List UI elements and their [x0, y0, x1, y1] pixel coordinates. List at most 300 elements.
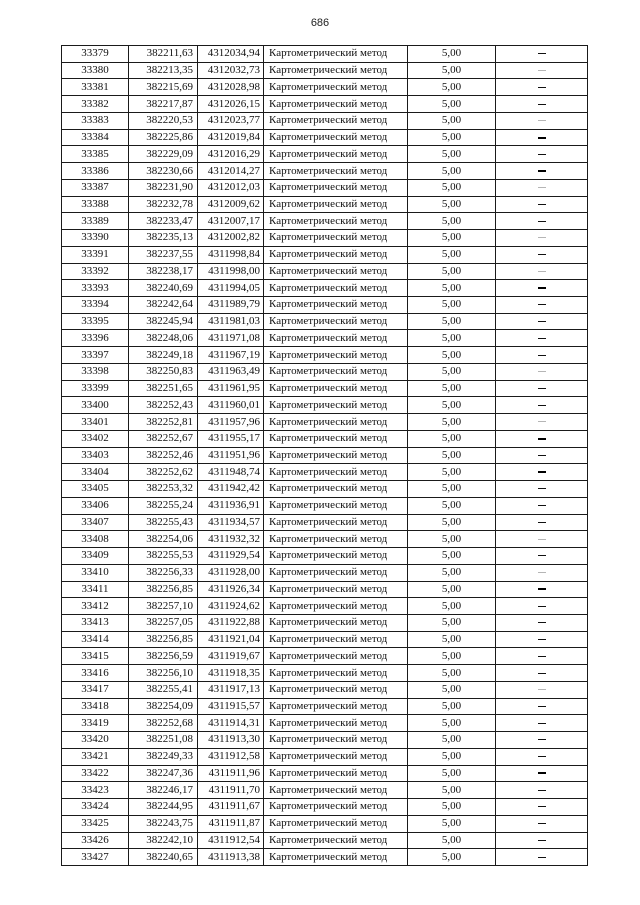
- note-cell: [496, 196, 588, 213]
- table-row: [62, 548, 588, 565]
- method-cell: Картометрический метод: [264, 799, 408, 816]
- dash-mark: [538, 154, 546, 155]
- dash-mark: [538, 455, 546, 456]
- accuracy-cell: 5,00: [408, 849, 496, 866]
- accuracy-cell: 5,00: [408, 363, 496, 380]
- dash-mark: [538, 254, 546, 255]
- x-coordinate-cell: 382211,63: [129, 46, 198, 63]
- accuracy-cell: 5,00: [408, 648, 496, 665]
- y-coordinate-cell: 4312023,77: [198, 112, 264, 129]
- note-cell: [496, 581, 588, 598]
- method-cell: Картометрический метод: [264, 46, 408, 63]
- method-cell: Картометрический метод: [264, 464, 408, 481]
- note-cell: [496, 849, 588, 866]
- table-row: [62, 179, 588, 196]
- note-cell: [496, 263, 588, 280]
- x-coordinate-cell: 382257,10: [129, 598, 198, 615]
- accuracy-cell: 5,00: [408, 380, 496, 397]
- method-cell: Картометрический метод: [264, 330, 408, 347]
- y-coordinate-cell: 4311912,54: [198, 832, 264, 849]
- accuracy-cell: 5,00: [408, 196, 496, 213]
- accuracy-cell: 5,00: [408, 782, 496, 799]
- dash-mark: [538, 405, 546, 406]
- note-cell: [496, 96, 588, 113]
- note-cell: [496, 481, 588, 498]
- table-row: [62, 230, 588, 247]
- table-row: [62, 363, 588, 380]
- dash-mark: [538, 656, 546, 657]
- method-cell: Картометрический метод: [264, 748, 408, 765]
- table-row: [62, 397, 588, 414]
- accuracy-cell: 5,00: [408, 581, 496, 598]
- table-row: [62, 246, 588, 263]
- note-cell: [496, 213, 588, 230]
- accuracy-cell: 5,00: [408, 815, 496, 832]
- note-cell: [496, 598, 588, 615]
- dash-mark: [538, 673, 546, 674]
- note-cell: [496, 514, 588, 531]
- x-coordinate-cell: 382252,43: [129, 397, 198, 414]
- y-coordinate-cell: 4311932,32: [198, 531, 264, 548]
- note-cell: [496, 280, 588, 297]
- point-number-cell: 33417: [62, 681, 129, 698]
- method-cell: Картометрический метод: [264, 96, 408, 113]
- x-coordinate-cell: 382225,86: [129, 129, 198, 146]
- dash-mark: [538, 87, 546, 88]
- x-coordinate-cell: 382248,06: [129, 330, 198, 347]
- x-coordinate-cell: 382251,08: [129, 732, 198, 749]
- table-row: [62, 799, 588, 816]
- x-coordinate-cell: 382217,87: [129, 96, 198, 113]
- method-cell: Картометрический метод: [264, 698, 408, 715]
- method-cell: Картометрический метод: [264, 715, 408, 732]
- table-row: [62, 46, 588, 63]
- accuracy-cell: 5,00: [408, 715, 496, 732]
- x-coordinate-cell: 382229,09: [129, 146, 198, 163]
- dash-mark: [538, 471, 546, 473]
- point-number-cell: 33416: [62, 665, 129, 682]
- y-coordinate-cell: 4311957,96: [198, 414, 264, 431]
- y-coordinate-cell: 4312032,73: [198, 62, 264, 79]
- dash-mark: [538, 739, 546, 740]
- method-cell: Картометрический метод: [264, 614, 408, 631]
- accuracy-cell: 5,00: [408, 631, 496, 648]
- y-coordinate-cell: 4311913,30: [198, 732, 264, 749]
- table-row: [62, 129, 588, 146]
- dash-mark: [538, 857, 546, 858]
- table-row: [62, 464, 588, 481]
- x-coordinate-cell: 382244,95: [129, 799, 198, 816]
- table-row: [62, 765, 588, 782]
- point-number-cell: 33400: [62, 397, 129, 414]
- y-coordinate-cell: 4311955,17: [198, 430, 264, 447]
- accuracy-cell: 5,00: [408, 698, 496, 715]
- y-coordinate-cell: 4311918,35: [198, 665, 264, 682]
- note-cell: [496, 330, 588, 347]
- y-coordinate-cell: 4311998,84: [198, 246, 264, 263]
- x-coordinate-cell: 382220,53: [129, 112, 198, 129]
- method-cell: Картометрический метод: [264, 313, 408, 330]
- method-cell: Картометрический метод: [264, 782, 408, 799]
- y-coordinate-cell: 4311912,58: [198, 748, 264, 765]
- accuracy-cell: 5,00: [408, 430, 496, 447]
- y-coordinate-cell: 4311921,04: [198, 631, 264, 648]
- accuracy-cell: 5,00: [408, 96, 496, 113]
- y-coordinate-cell: 4311942,42: [198, 481, 264, 498]
- accuracy-cell: 5,00: [408, 614, 496, 631]
- x-coordinate-cell: 382252,68: [129, 715, 198, 732]
- method-cell: Картометрический метод: [264, 481, 408, 498]
- y-coordinate-cell: 4311919,67: [198, 648, 264, 665]
- table-row: [62, 614, 588, 631]
- y-coordinate-cell: 4312034,94: [198, 46, 264, 63]
- x-coordinate-cell: 382249,33: [129, 748, 198, 765]
- y-coordinate-cell: 4311981,03: [198, 313, 264, 330]
- accuracy-cell: 5,00: [408, 46, 496, 63]
- x-coordinate-cell: 382215,69: [129, 79, 198, 96]
- note-cell: [496, 246, 588, 263]
- method-cell: Картометрический метод: [264, 514, 408, 531]
- dash-mark: [538, 421, 546, 422]
- table-row: [62, 832, 588, 849]
- table-row: [62, 581, 588, 598]
- dash-mark: [538, 321, 546, 322]
- y-coordinate-cell: 4311971,08: [198, 330, 264, 347]
- method-cell: Картометрический метод: [264, 548, 408, 565]
- point-number-cell: 33382: [62, 96, 129, 113]
- point-number-cell: 33390: [62, 230, 129, 247]
- table-row: [62, 163, 588, 180]
- method-cell: Картометрический метод: [264, 263, 408, 280]
- y-coordinate-cell: 4311998,00: [198, 263, 264, 280]
- table-row: [62, 447, 588, 464]
- point-number-cell: 33399: [62, 380, 129, 397]
- note-cell: [496, 614, 588, 631]
- accuracy-cell: 5,00: [408, 112, 496, 129]
- dash-mark: [538, 756, 546, 757]
- x-coordinate-cell: 382213,35: [129, 62, 198, 79]
- dash-mark: [538, 689, 546, 690]
- table-row: [62, 748, 588, 765]
- table-row: [62, 79, 588, 96]
- dash-mark: [538, 53, 546, 54]
- y-coordinate-cell: 4311924,62: [198, 598, 264, 615]
- note-cell: [496, 464, 588, 481]
- accuracy-cell: 5,00: [408, 598, 496, 615]
- y-coordinate-cell: 4311994,05: [198, 280, 264, 297]
- note-cell: [496, 815, 588, 832]
- note-cell: [496, 380, 588, 397]
- method-cell: Картометрический метод: [264, 196, 408, 213]
- y-coordinate-cell: 4312007,17: [198, 213, 264, 230]
- table-row: [62, 849, 588, 866]
- note-cell: [496, 414, 588, 431]
- dash-mark: [538, 438, 546, 440]
- dash-mark: [538, 706, 546, 707]
- y-coordinate-cell: 4311911,70: [198, 782, 264, 799]
- y-coordinate-cell: 4312002,82: [198, 230, 264, 247]
- table-row: [62, 631, 588, 648]
- dash-mark: [538, 338, 546, 339]
- accuracy-cell: 5,00: [408, 230, 496, 247]
- dash-mark: [538, 137, 546, 139]
- accuracy-cell: 5,00: [408, 163, 496, 180]
- dash-mark: [538, 522, 546, 523]
- table-row: [62, 213, 588, 230]
- table-row: [62, 347, 588, 364]
- point-number-cell: 33420: [62, 732, 129, 749]
- table-row: [62, 280, 588, 297]
- x-coordinate-cell: 382255,43: [129, 514, 198, 531]
- dash-mark: [538, 187, 546, 188]
- point-number-cell: 33408: [62, 531, 129, 548]
- dash-mark: [538, 823, 546, 824]
- point-number-cell: 33385: [62, 146, 129, 163]
- x-coordinate-cell: 382256,85: [129, 631, 198, 648]
- method-cell: Картометрический метод: [264, 163, 408, 180]
- table-row: [62, 732, 588, 749]
- method-cell: Картометрический метод: [264, 146, 408, 163]
- point-number-cell: 33406: [62, 497, 129, 514]
- method-cell: Картометрический метод: [264, 79, 408, 96]
- x-coordinate-cell: 382249,18: [129, 347, 198, 364]
- y-coordinate-cell: 4312019,84: [198, 129, 264, 146]
- x-coordinate-cell: 382255,41: [129, 681, 198, 698]
- x-coordinate-cell: 382250,83: [129, 363, 198, 380]
- table-row: [62, 196, 588, 213]
- x-coordinate-cell: 382243,75: [129, 815, 198, 832]
- note-cell: [496, 297, 588, 314]
- method-cell: Картометрический метод: [264, 564, 408, 581]
- method-cell: Картометрический метод: [264, 347, 408, 364]
- method-cell: Картометрический метод: [264, 631, 408, 648]
- point-number-cell: 33415: [62, 648, 129, 665]
- note-cell: [496, 531, 588, 548]
- accuracy-cell: 5,00: [408, 832, 496, 849]
- accuracy-cell: 5,00: [408, 799, 496, 816]
- accuracy-cell: 5,00: [408, 179, 496, 196]
- note-cell: [496, 179, 588, 196]
- method-cell: Картометрический метод: [264, 280, 408, 297]
- method-cell: Картометрический метод: [264, 230, 408, 247]
- x-coordinate-cell: 382235,13: [129, 230, 198, 247]
- table-row: [62, 514, 588, 531]
- y-coordinate-cell: 4311928,00: [198, 564, 264, 581]
- y-coordinate-cell: 4312028,98: [198, 79, 264, 96]
- accuracy-cell: 5,00: [408, 447, 496, 464]
- y-coordinate-cell: 4311963,49: [198, 363, 264, 380]
- x-coordinate-cell: 382245,94: [129, 313, 198, 330]
- x-coordinate-cell: 382242,64: [129, 297, 198, 314]
- table-row: [62, 715, 588, 732]
- table-row: [62, 497, 588, 514]
- y-coordinate-cell: 4311911,96: [198, 765, 264, 782]
- y-coordinate-cell: 4311934,57: [198, 514, 264, 531]
- dash-mark: [538, 221, 546, 222]
- table-row: [62, 598, 588, 615]
- y-coordinate-cell: 4312009,62: [198, 196, 264, 213]
- y-coordinate-cell: 4312016,29: [198, 146, 264, 163]
- x-coordinate-cell: 382230,66: [129, 163, 198, 180]
- dash-mark: [538, 622, 546, 623]
- note-cell: [496, 129, 588, 146]
- method-cell: Картометрический метод: [264, 179, 408, 196]
- point-number-cell: 33412: [62, 598, 129, 615]
- x-coordinate-cell: 382254,06: [129, 531, 198, 548]
- accuracy-cell: 5,00: [408, 146, 496, 163]
- note-cell: [496, 782, 588, 799]
- point-number-cell: 33403: [62, 447, 129, 464]
- point-number-cell: 33424: [62, 799, 129, 816]
- method-cell: Картометрический метод: [264, 832, 408, 849]
- x-coordinate-cell: 382246,17: [129, 782, 198, 799]
- table-row: [62, 146, 588, 163]
- accuracy-cell: 5,00: [408, 79, 496, 96]
- note-cell: [496, 832, 588, 849]
- y-coordinate-cell: 4312012,03: [198, 179, 264, 196]
- note-cell: [496, 230, 588, 247]
- method-cell: Картометрический метод: [264, 648, 408, 665]
- point-number-cell: 33392: [62, 263, 129, 280]
- point-number-cell: 33397: [62, 347, 129, 364]
- accuracy-cell: 5,00: [408, 280, 496, 297]
- dash-mark: [538, 304, 546, 305]
- method-cell: Картометрический метод: [264, 732, 408, 749]
- method-cell: Картометрический метод: [264, 112, 408, 129]
- method-cell: Картометрический метод: [264, 430, 408, 447]
- note-cell: [496, 715, 588, 732]
- dash-mark: [538, 505, 546, 506]
- dash-mark: [538, 572, 546, 573]
- coordinates-table-body: [62, 46, 588, 866]
- table-row: [62, 112, 588, 129]
- x-coordinate-cell: 382252,62: [129, 464, 198, 481]
- method-cell: Картометрический метод: [264, 497, 408, 514]
- point-number-cell: 33387: [62, 179, 129, 196]
- accuracy-cell: 5,00: [408, 414, 496, 431]
- point-number-cell: 33414: [62, 631, 129, 648]
- y-coordinate-cell: 4312026,15: [198, 96, 264, 113]
- point-number-cell: 33413: [62, 614, 129, 631]
- dash-mark: [538, 772, 546, 774]
- x-coordinate-cell: 382231,90: [129, 179, 198, 196]
- note-cell: [496, 447, 588, 464]
- method-cell: Картометрический метод: [264, 62, 408, 79]
- dash-mark: [538, 606, 546, 607]
- table-row: [62, 564, 588, 581]
- dash-mark: [538, 204, 546, 205]
- note-cell: [496, 62, 588, 79]
- y-coordinate-cell: 4311922,88: [198, 614, 264, 631]
- dash-mark: [538, 170, 546, 172]
- note-cell: [496, 765, 588, 782]
- method-cell: Картометрический метод: [264, 246, 408, 263]
- accuracy-cell: 5,00: [408, 481, 496, 498]
- method-cell: Картометрический метод: [264, 531, 408, 548]
- method-cell: Картометрический метод: [264, 414, 408, 431]
- x-coordinate-cell: 382256,59: [129, 648, 198, 665]
- point-number-cell: 33404: [62, 464, 129, 481]
- table-row: [62, 414, 588, 431]
- point-number-cell: 33426: [62, 832, 129, 849]
- page-number: 686: [310, 17, 330, 29]
- dash-mark: [538, 539, 546, 540]
- dash-mark: [538, 120, 546, 121]
- dash-mark: [538, 371, 546, 372]
- dash-mark: [538, 70, 546, 71]
- table-row: [62, 380, 588, 397]
- table-row: [62, 782, 588, 799]
- point-number-cell: 33388: [62, 196, 129, 213]
- table-row: [62, 531, 588, 548]
- note-cell: [496, 698, 588, 715]
- dash-mark: [538, 488, 546, 489]
- point-number-cell: 33395: [62, 313, 129, 330]
- y-coordinate-cell: 4311926,34: [198, 581, 264, 598]
- accuracy-cell: 5,00: [408, 514, 496, 531]
- table-row: [62, 815, 588, 832]
- coordinates-table: [61, 45, 588, 866]
- note-cell: [496, 79, 588, 96]
- note-cell: [496, 548, 588, 565]
- table-row: [62, 313, 588, 330]
- y-coordinate-cell: 4311911,87: [198, 815, 264, 832]
- table-row: [62, 481, 588, 498]
- method-cell: Картометрический метод: [264, 129, 408, 146]
- note-cell: [496, 748, 588, 765]
- method-cell: Картометрический метод: [264, 581, 408, 598]
- x-coordinate-cell: 382240,65: [129, 849, 198, 866]
- point-number-cell: 33398: [62, 363, 129, 380]
- note-cell: [496, 163, 588, 180]
- note-cell: [496, 665, 588, 682]
- note-cell: [496, 497, 588, 514]
- y-coordinate-cell: 4311967,19: [198, 347, 264, 364]
- point-number-cell: 33419: [62, 715, 129, 732]
- dash-mark: [538, 287, 546, 289]
- x-coordinate-cell: 382256,33: [129, 564, 198, 581]
- point-number-cell: 33386: [62, 163, 129, 180]
- accuracy-cell: 5,00: [408, 129, 496, 146]
- note-cell: [496, 313, 588, 330]
- accuracy-cell: 5,00: [408, 213, 496, 230]
- point-number-cell: 33407: [62, 514, 129, 531]
- point-number-cell: 33410: [62, 564, 129, 581]
- dash-mark: [538, 790, 546, 791]
- y-coordinate-cell: 4311913,38: [198, 849, 264, 866]
- note-cell: [496, 799, 588, 816]
- point-number-cell: 33394: [62, 297, 129, 314]
- note-cell: [496, 681, 588, 698]
- table-row: [62, 263, 588, 280]
- x-coordinate-cell: 382237,55: [129, 246, 198, 263]
- method-cell: Картометрический метод: [264, 598, 408, 615]
- point-number-cell: 33427: [62, 849, 129, 866]
- point-number-cell: 33405: [62, 481, 129, 498]
- y-coordinate-cell: 4311960,01: [198, 397, 264, 414]
- table-row: [62, 62, 588, 79]
- x-coordinate-cell: 382252,67: [129, 430, 198, 447]
- table-row: [62, 430, 588, 447]
- y-coordinate-cell: 4311989,79: [198, 297, 264, 314]
- point-number-cell: 33384: [62, 129, 129, 146]
- note-cell: [496, 347, 588, 364]
- table-row: [62, 648, 588, 665]
- accuracy-cell: 5,00: [408, 497, 496, 514]
- note-cell: [496, 363, 588, 380]
- y-coordinate-cell: 4311951,96: [198, 447, 264, 464]
- x-coordinate-cell: 382232,78: [129, 196, 198, 213]
